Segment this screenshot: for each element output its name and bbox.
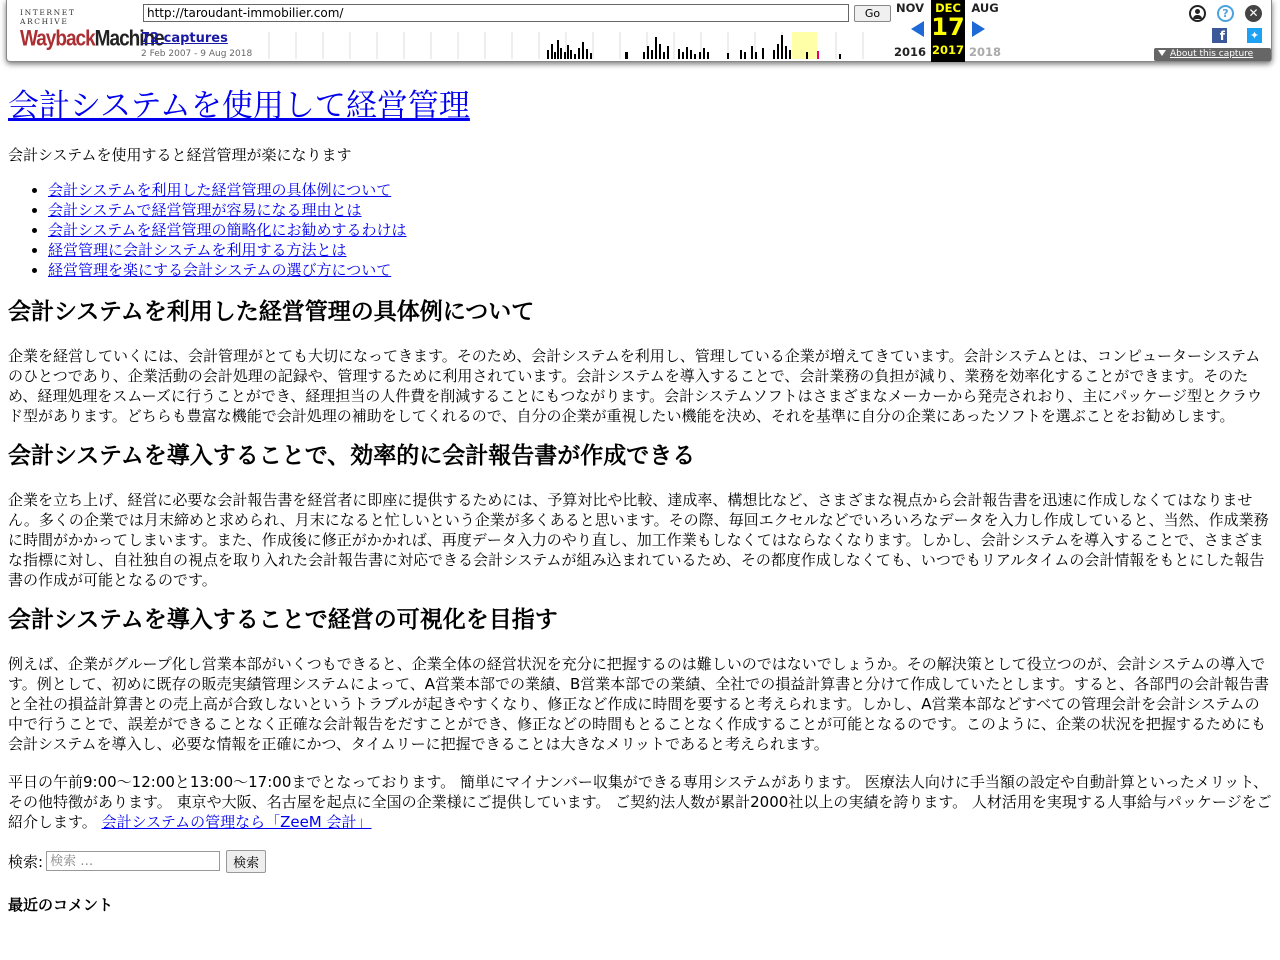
help-icon[interactable]: ? — [1217, 5, 1234, 22]
search-input[interactable] — [46, 851, 220, 871]
footer-text — [8, 772, 1274, 832]
facebook-share-icon[interactable]: f — [1212, 28, 1227, 43]
toc-link[interactable]: 会計システムを経営管理の簡略化にお勧めするわけは — [48, 221, 407, 239]
site-description: 会計システムを使用すると経営管理が楽になります — [8, 146, 352, 164]
toc-item — [48, 220, 1274, 240]
section-heading: 会計システムを利用した経営管理の具体例について — [8, 299, 535, 325]
recent-comments-heading: 最近のコメント — [8, 896, 114, 914]
section-body: 企業を経営していくには、会計管理がとても大切になってきます。そのため、会計システムを利用し、管理している企業が増えてきています。会計システムとは、コンピューターシステムのひとつであり、企業活動の会計処理の記録や、管理するために利用されています。会計システムを導入することで、会計業務の負担が減り、業務を効率化することができます。そのため、経理処理をスムーズに行うことができ、経理担当の人件費を削減することにもつながります。会計システムソフトはさまざまなメーカーから発売されおり、主にパッケージ型とクラウド型があります。どちらも豊富な機能で会計処理の補助をしてくれるので、自分の企業が重視したい機能を決め、それを基準に自分の企業にあったソフトを選ぶことをお勧めします。 — [8, 347, 1263, 425]
section-body: 企業を立ち上げ、経営に必要な会計報告書を経営者に即座に提供するためには、予算対比や比較、達成率、構想比など、さまざまな視点から会計報告書を迅速に作成しなくてはなりません。多くの企業では月末締めと求められ、月末になると忙しいという企業が多くあると思います。その際、毎回エクセルなどでいろいろなデータを入力し作成していると、当然、作成業務に時間がかかってしまいます。また、作成後に修正がかかれば、再度データ入力のやり直し、加工作業もしなくてはならなくなります。しかし、会計システムを導入することで、さまざまな指標に対し、自社独自の視点を取り入れた会計報告書に対応できる会計システムが組み込まれているため、その都度作成しなくても、いつでもリアルタイムの会計情報をもとにした報告書の作成が可能となるのです。 — [8, 491, 1269, 589]
table-of-contents — [8, 180, 1274, 280]
page-content — [8, 86, 1274, 915]
next-capture-arrow-icon[interactable] — [972, 21, 985, 37]
close-icon[interactable]: ✕ — [1245, 5, 1262, 22]
internet-archive-label: INTERNET ARCHIVE — [20, 8, 76, 26]
section-heading: 会計システムを導入することで経営の可視化を目指す — [8, 607, 558, 633]
twitter-share-icon[interactable]: ✦ — [1247, 28, 1262, 43]
user-account-icon[interactable] — [1189, 5, 1206, 22]
footer-link[interactable]: 会計システムの管理なら「ZeeM 会計」 — [101, 813, 372, 831]
footer-copy: 平日の午前9:00～12:00と13:00～17:00までとなっております。 簡単にマイナンバー収集ができる専用システムがあります。 医療法人向けに手当額の設定や自動計算といったメリット、その他特徴があります。 東京や大阪、名古屋を起点に全国の企業様にご提供しています。 ご契約法人数が累計2000社以上の実績を誇ります。 人材活用を実現する人事給与パッケージをご紹介します。 — [8, 773, 1272, 831]
search-form — [8, 849, 1274, 873]
toc-link[interactable]: 会計システムを利用した経営管理の具体例について — [48, 181, 392, 199]
prev-month-label[interactable]: NOV — [896, 1, 924, 15]
capture-date-range: 2 Feb 2007 - 9 Aug 2018 — [141, 49, 253, 59]
current-capture-date — [931, 0, 965, 62]
wayback-logo[interactable] — [20, 8, 164, 52]
site-title-link[interactable]: 会計システムを使用して経営管理 — [8, 88, 470, 124]
wayback-machine-wordmark: WaybackMachine — [20, 27, 164, 52]
search-button[interactable]: 検索 — [226, 850, 266, 873]
prev-capture-arrow-icon[interactable] — [911, 21, 924, 37]
current-year: 2017 — [931, 43, 964, 57]
sparkline-current-year — [792, 32, 817, 59]
search-label: 検索: — [8, 852, 44, 871]
wayback-url-input[interactable]: http://taroudant-immobilier.com/ — [143, 4, 849, 22]
section-body: 例えば、企業がグループ化し営業本部がいくつもできると、企業全体の経営状況を充分に把握するのは難しいのではないでしょうか。その解決策として役立つのが、会計システムの導入です。例として、初めに既存の販売実績管理システムによって、A営業本部での業績、B営業本部での業績、全社での損益計算書と分けて作成していたとします。すると、各部門の会計報告書と全社の損益計算書との売上高が合致しないというトラブルが起きやすくなり、修正など作成に時間を要すると考えられます。しかし、A営業本部などすべての管理会計を会計システムの中で行うことで、誤差ができることなく正確な会計報告をだすことができ、修正などの時間もとることなく作成することが可能となるのです。このように、企業の状況を把握するためにも会計システムを導入し、必要な情報を正確にかつ、タイムリーに把握できることは大きなメリットであると考えられます。 — [8, 655, 1270, 753]
caret-down-icon — [1158, 50, 1166, 56]
go-button[interactable]: Go — [854, 5, 891, 22]
toc-link[interactable]: 経営管理に会計システムを利用する方法とは — [48, 241, 347, 259]
next-month-label[interactable]: AUG — [971, 1, 999, 15]
toc-link[interactable]: 経営管理を楽にする会計システムの選び方について — [48, 261, 392, 279]
toc-item — [48, 260, 1274, 280]
next-year-label: 2018 — [968, 45, 1001, 59]
current-day: 17 — [931, 13, 965, 41]
toc-link[interactable]: 会計システムで経営管理が容易になる理由とは — [48, 201, 362, 219]
toc-item — [48, 180, 1274, 200]
captures-link[interactable]: 72 captures — [141, 31, 228, 46]
capture-sparkline[interactable] — [262, 32, 890, 59]
sparkline-current-capture — [817, 51, 819, 59]
about-capture-button[interactable]: About this capture — [1154, 48, 1271, 61]
toc-item — [48, 240, 1274, 260]
prev-year-label[interactable]: 2016 — [893, 45, 926, 59]
toc-item — [48, 200, 1274, 220]
wayback-toolbar — [6, 0, 1272, 62]
site-title — [8, 86, 1274, 126]
current-month: DEC — [935, 1, 961, 15]
section-heading: 会計システムを導入することで、効率的に会計報告書が作成できる — [8, 443, 696, 469]
